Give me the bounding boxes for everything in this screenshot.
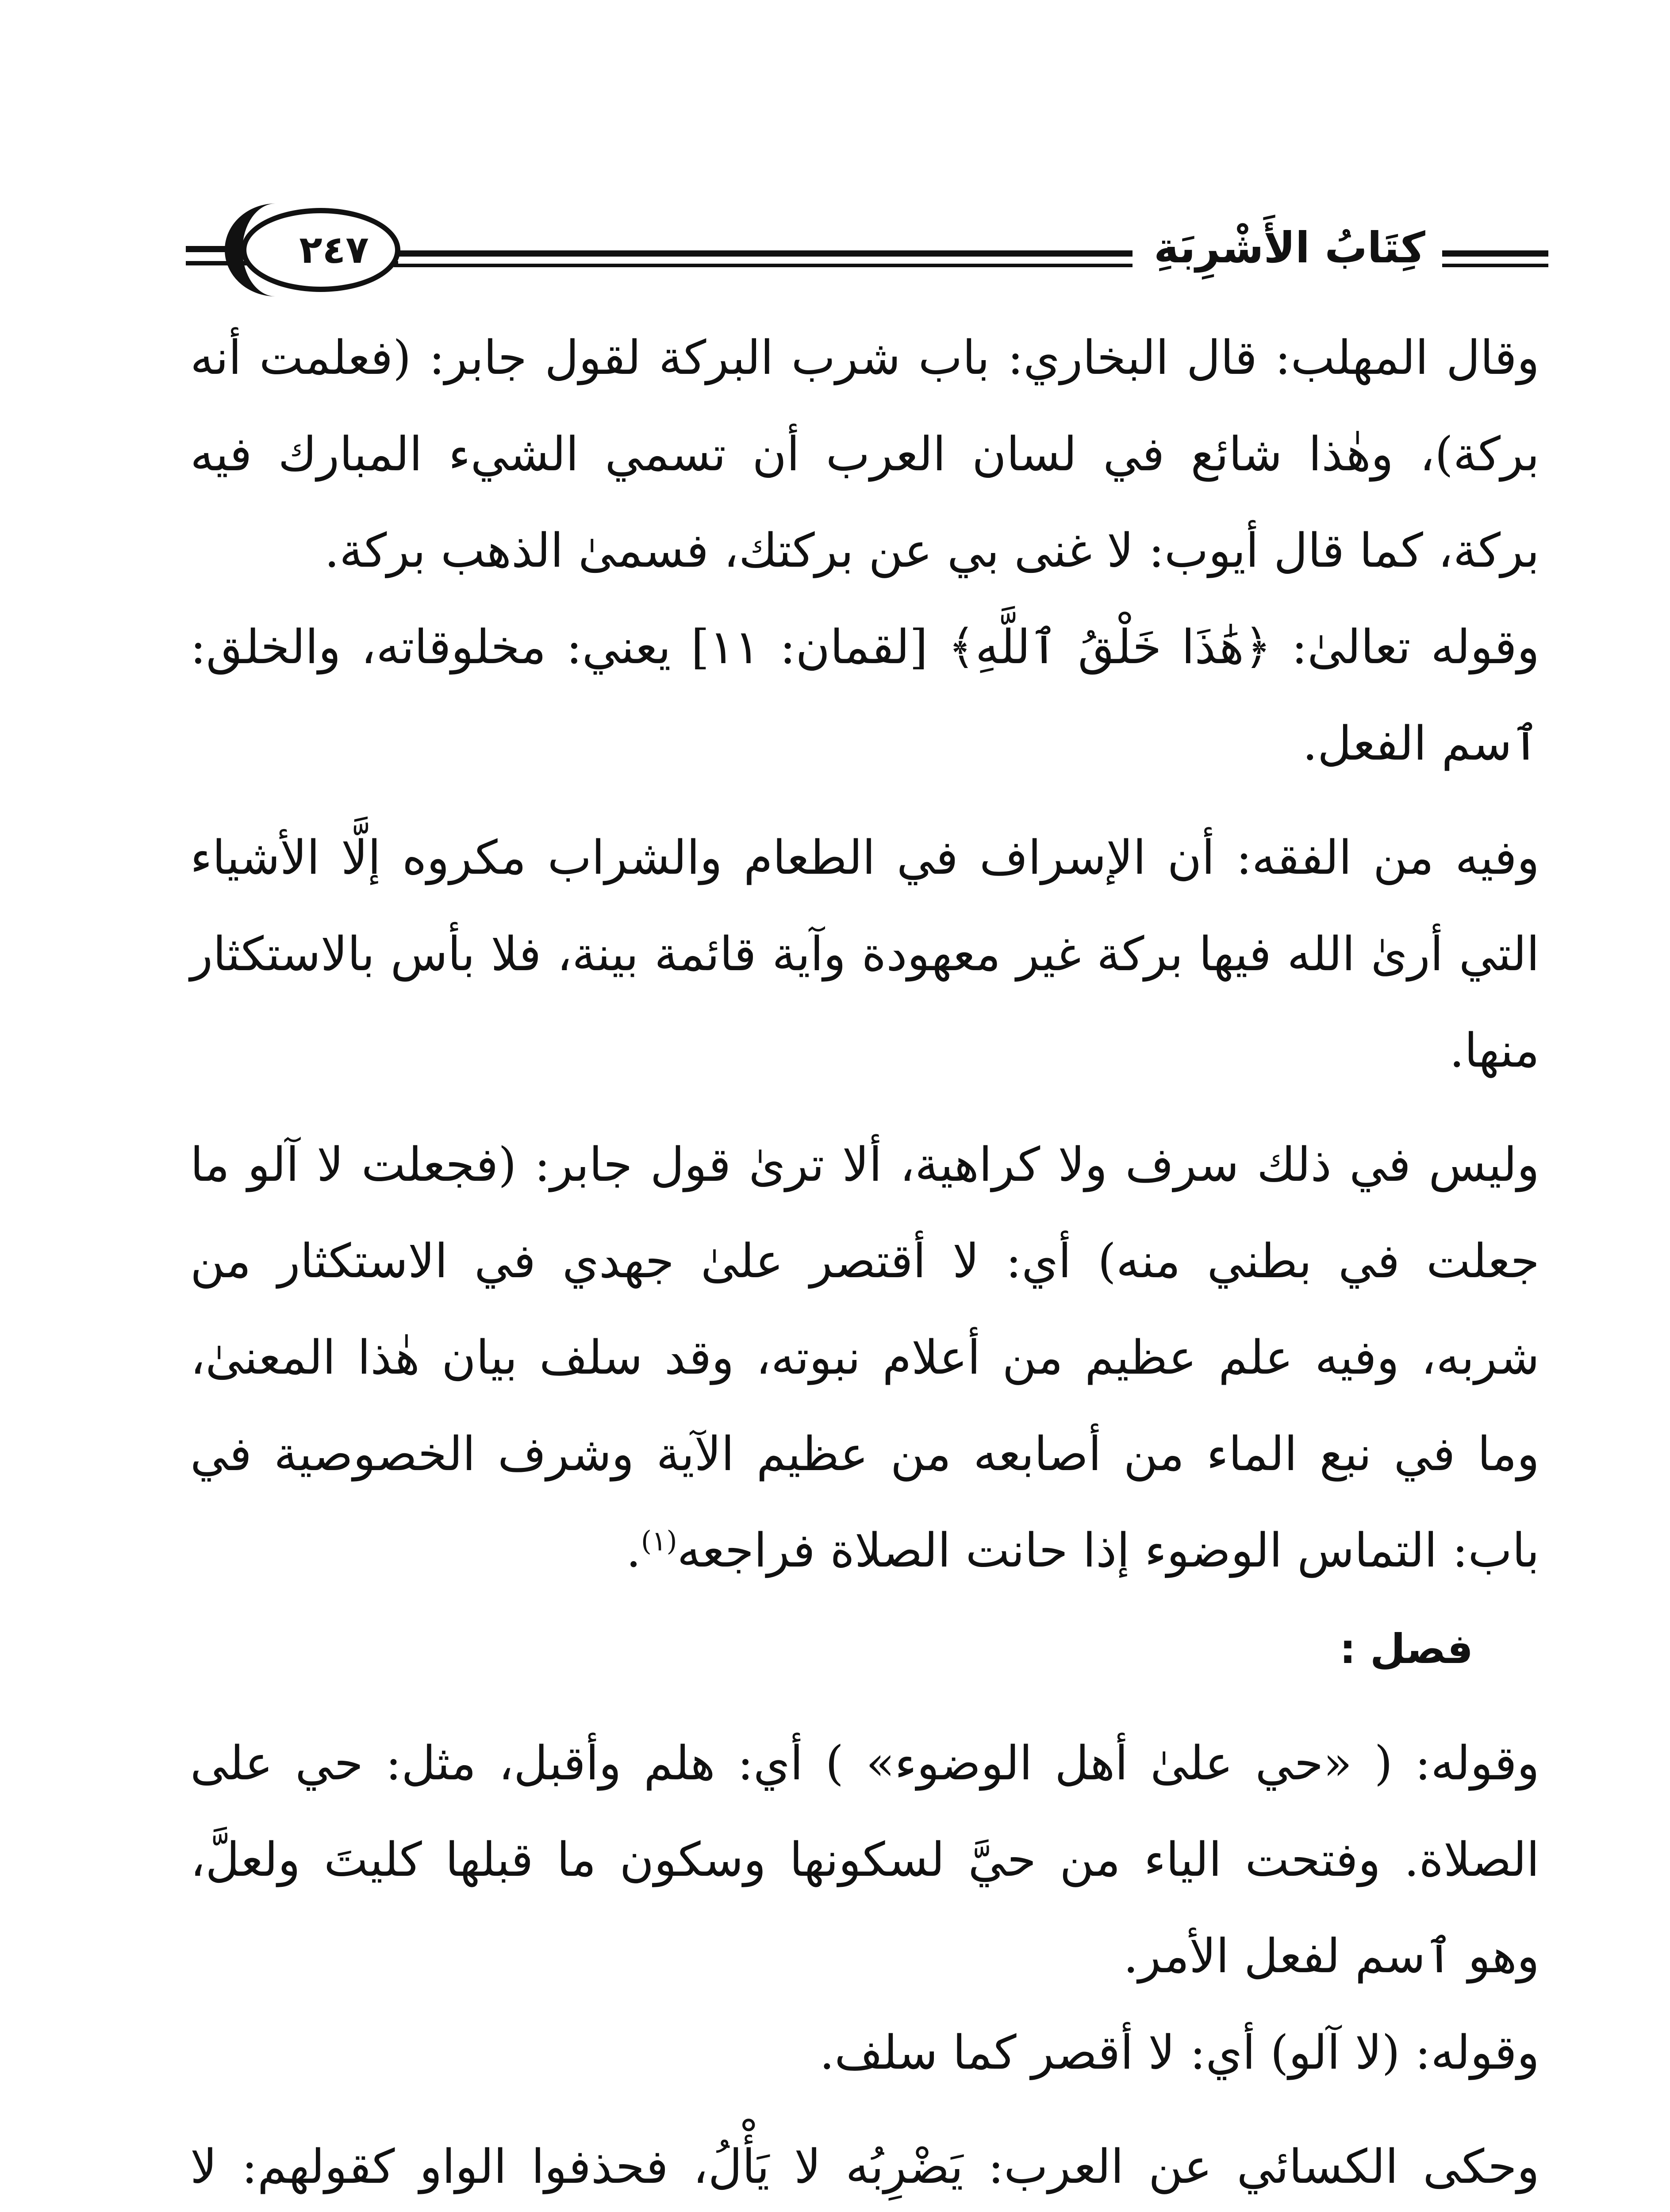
- paragraph: وفيه من الفقه: أن الإسراف في الطعام والشراب مكروه إلَّا الأشياء التي أرىٰ الله فيها بركة غير معهودة وآية قائمة بينة، فلا بأس بالاستكثار منها.: [190, 830, 1539, 1078]
- body-text: [190, 310, 1539, 2212]
- paragraph: وقوله تعالىٰ: ﴿هَٰذَا خَلْقُ ٱللَّهِ﴾ [لقمان: ١١] يعني: مخلوقاته، والخلق: ٱسم الفعل.: [190, 620, 1540, 771]
- footnote-ref: (١): [641, 1525, 677, 1557]
- paragraph: [190, 2119, 1539, 2212]
- page-number: ٢٤٧: [299, 228, 369, 272]
- chapter-title: كِتَابُ الأَشْرِبَةِ: [1154, 223, 1425, 273]
- paragraph: وقال المهلب: قال البخاري: باب شرب البركة لقول جابر: (فعلمت أنه بركة)، وهٰذا شائع في لسان العرب أن تسمي الشيء المبارك فيه بركة، كما قال أيوب: لا غنى بي عن بركتك، فسمىٰ الذهب بركة.: [190, 330, 1539, 578]
- header-rule: [394, 264, 1133, 267]
- crescent-ornament-icon: [225, 204, 326, 296]
- header-rule: [1442, 264, 1548, 267]
- paragraph: وليس في ذلك سرف ولا كراهية، ألا ترىٰ قول جابر: (فجعلت لا آلو ما جعلت في بطني منه) أي: لا أقتصر علىٰ جهدي في الاستكثار من شربه، وفيه علم عظيم من أعلام نبوته، وقد سلف بيان هٰذا المعنىٰ، وما في نبع الماء من أصابعه من عظيم الآية وشرف الخصوصية في باب: التماس الوضوء إذا حانت الصلاة فراجعه$^{(١)}$.: [190, 1137, 1539, 1578]
- fasl-heading: فصل :: [1340, 1625, 1473, 1673]
- header-rule: [394, 250, 1133, 257]
- section-heading: [190, 1599, 1539, 1697]
- header-rule: [1442, 250, 1548, 257]
- paragraph-text: وليس في ذلك سرف ولا كراهية، ألا ترىٰ قول جابر: (فجعلت لا آلو ما جعلت في بطني منه) أي: لا أقتصر علىٰ جهدي في الاستكثار من شربه، وفيه علم عظيم من أعلام نبوته، وقد سلف بيان هٰذا المعنىٰ، وما في نبع الماء من أصابعه من عظيم الآية وشرف الخصوصية في باب: التماس الوضوء إذا حانت الصلاة فراجعه: [190, 1137, 1539, 1578]
- paragraph: وقوله: ( «حي علىٰ أهل الوضوء» ) أي: هلم وأقبل، مثل: حي على الصلاة. وفتحت الياء من حيَّ لسكونها وسكون ما قبلها كليتَ ولعلَّ، وهو ٱسم لفعل الأمر.: [190, 1736, 1539, 1983]
- paragraph-text: وحكى الكسائي عن العرب: يَضْرِبُه لا يَأْلُ، فحذفوا الواو كقولهم: لا: [190, 2139, 1539, 2194]
- paragraph: وقوله: (لا آلو) أي: لا أقصر كما سلف.: [819, 2025, 1539, 2080]
